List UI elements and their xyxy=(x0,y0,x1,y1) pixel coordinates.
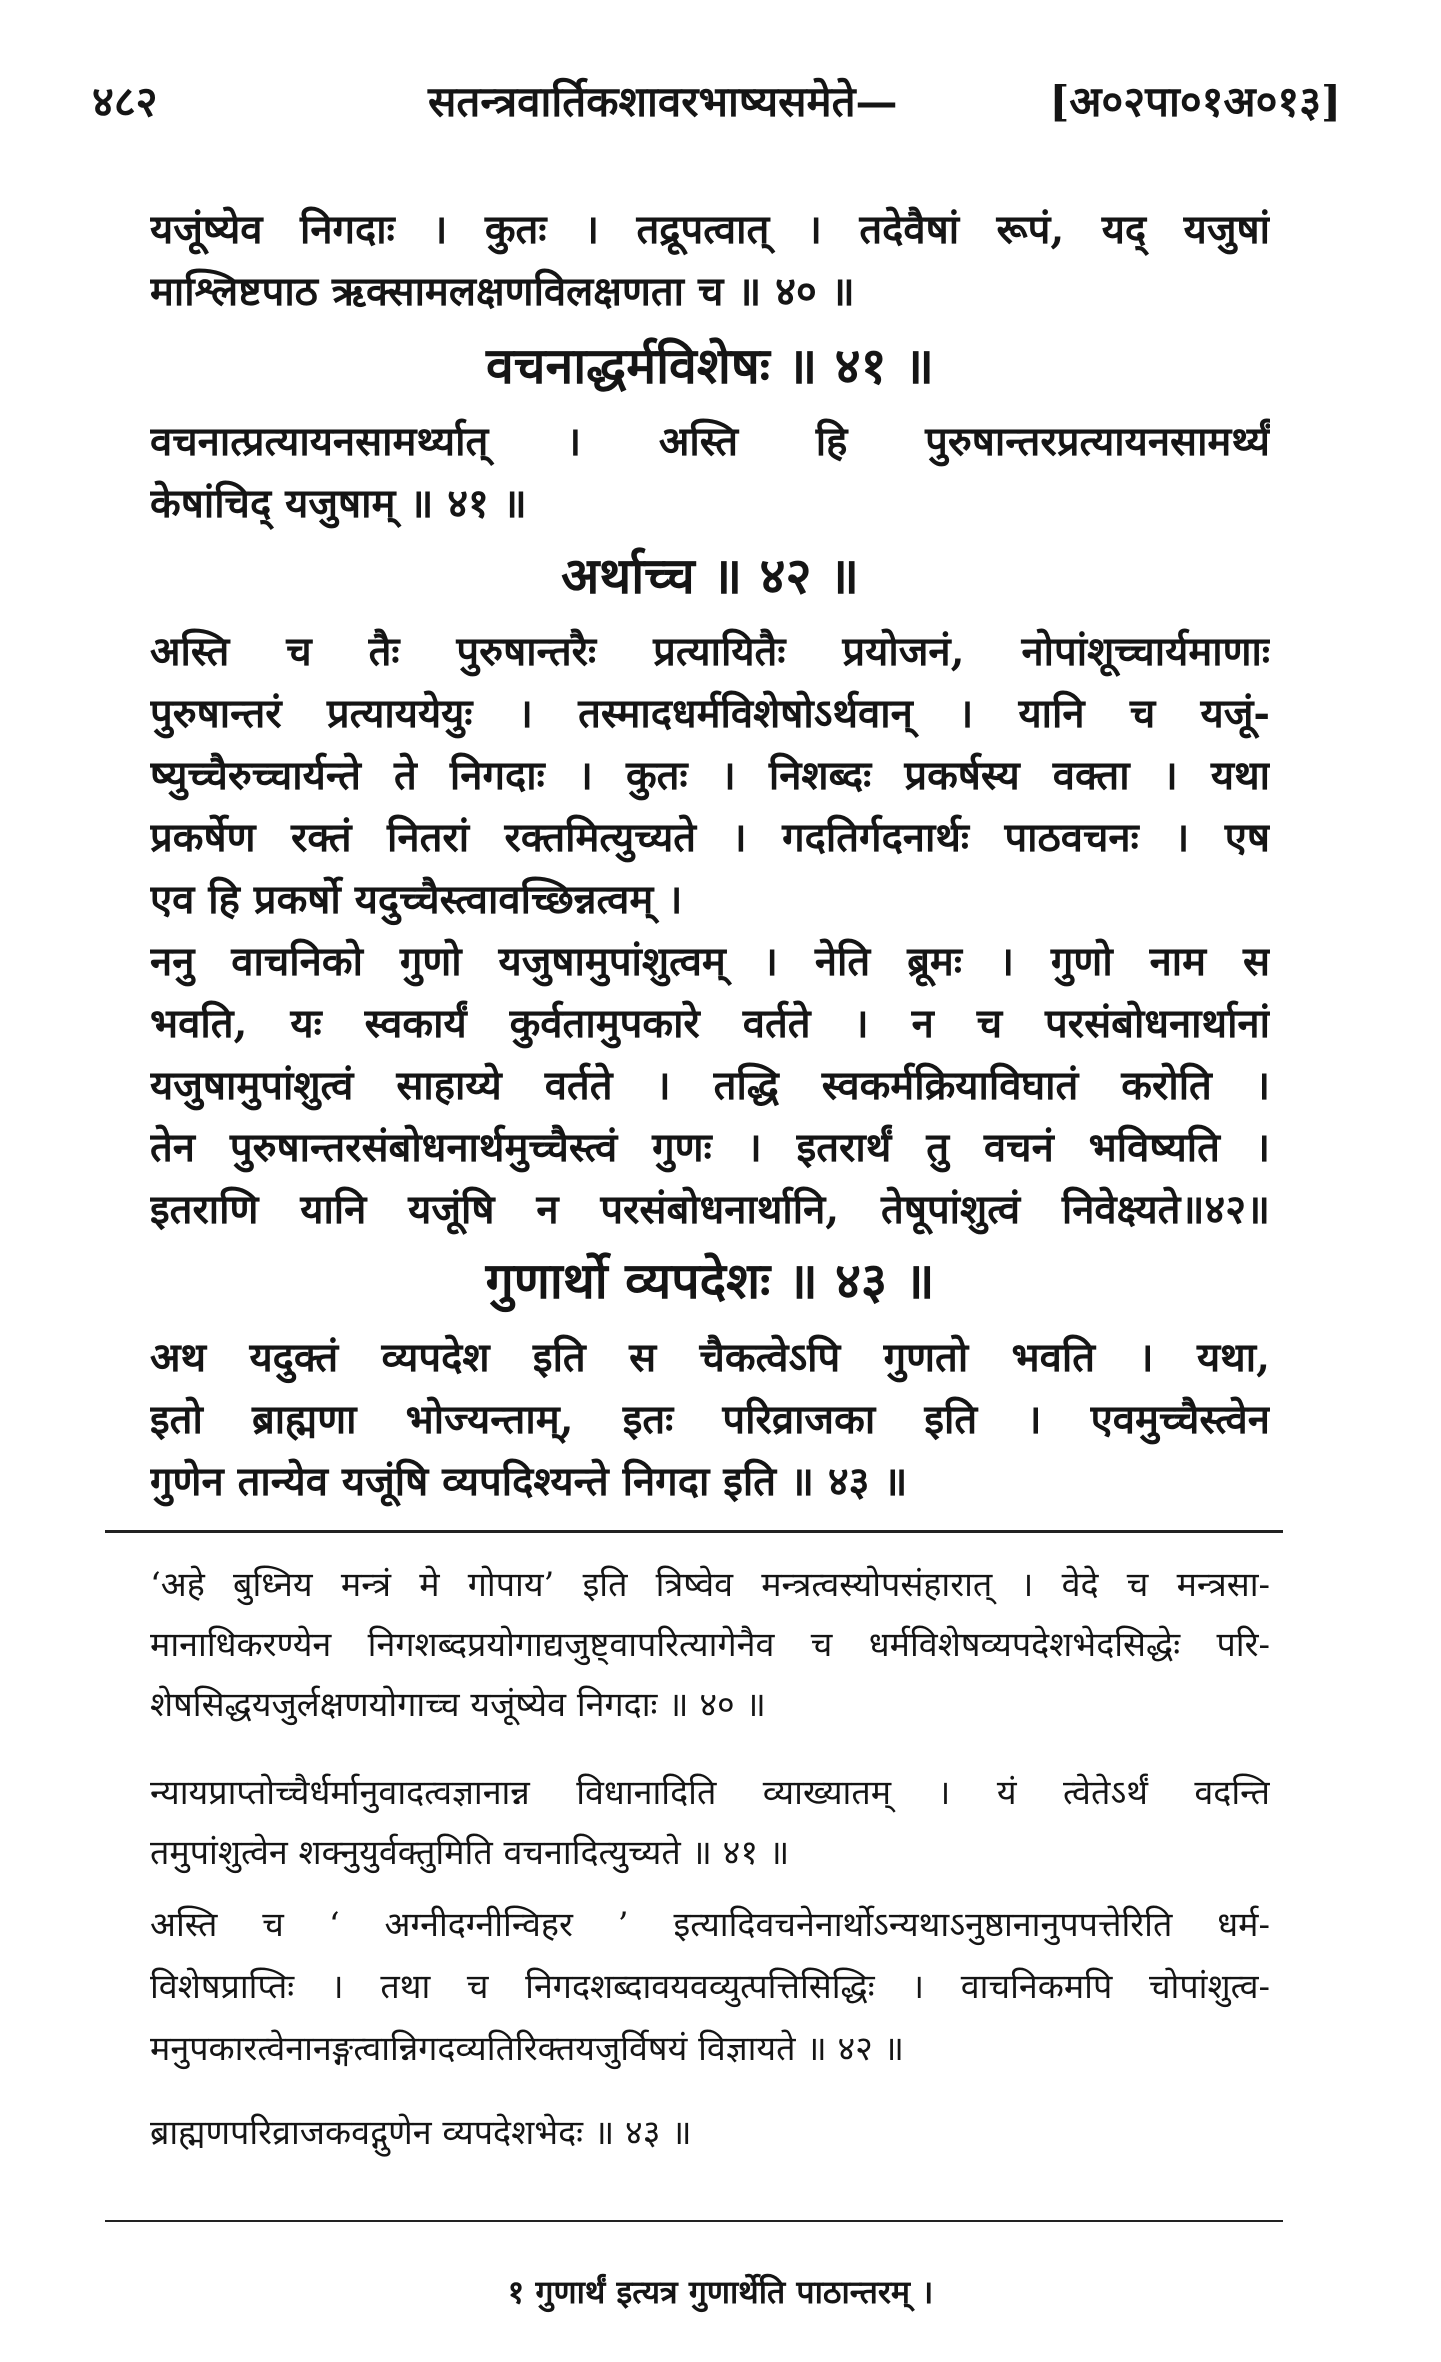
sutra-heading: अर्थाच्च ॥ ४२ ॥ xyxy=(561,546,859,605)
page-number: ४८२ xyxy=(92,77,158,126)
footnote-divider xyxy=(105,2220,1283,2222)
commentary-line: भवति, यः स्वकार्यं कुर्वतामुपकारे वर्तते । न च परसंबोधनार्थानां xyxy=(150,1000,1270,1047)
note-line: विशेषप्राप्तिः । तथा च निगदशब्दावयवव्युत्पत्तिसिद्धिः । वाचनिकमपि चोपांशुत्व- xyxy=(150,1967,1270,2007)
commentary-line: इतो ब्राह्मणा भोज्यन्ताम्, इतः परिव्राजका इति । एवमुच्चैस्त्वेन xyxy=(150,1396,1270,1443)
note-line: ब्राह्मणपरिव्राजकवद्गुणेन व्यपदेशभेदः ॥ ४३ ॥ xyxy=(150,2113,692,2153)
commentary-line: अस्ति च तैः पुरुषान्तरैः प्रत्यायितैः प्रयोजनं, नोपांशूच्चार्यमाणाः xyxy=(150,628,1270,675)
sutra-heading: गुणार्थो व्यपदेशः ॥ ४३ ॥ xyxy=(485,1251,935,1310)
commentary-line: ननु वाचनिको गुणो यजुषामुपांशुत्वम् । नेति ब्रूमः । गुणो नाम स xyxy=(150,938,1270,985)
commentary-line: इतराणि यानि यजूंषि न परसंबोधनार्थानि, तेषूपांशुत्वं निवेक्ष्यते॥४२॥ xyxy=(150,1186,1270,1233)
note-line: शेषसिद्धयजुर्लक्षणयोगाच्च यजूंष्येव निगदाः ॥ ४० ॥ xyxy=(150,1685,766,1725)
commentary-line: ष्युच्चैरुच्चार्यन्ते ते निगदाः । कुतः । निशब्दः प्रकर्षस्य वक्ता । यथा xyxy=(150,752,1270,799)
note-line: न्यायप्राप्तोच्चैर्धर्मानुवादत्वज्ञानान्न विधानादिति व्याख्यातम् । यं त्वेतेऽर्थं वदन्ति xyxy=(150,1773,1270,1813)
commentary-line: तेन पुरुषान्तरसंबोधनार्थमुच्चैस्त्वं गुणः । इतरार्थं तु वचनं भविष्यति । xyxy=(150,1124,1270,1171)
footnote: १ गुणार्थं इत्यत्र गुणार्थेति पाठान्तरम् । xyxy=(507,2273,934,2311)
note-line: तमुपांशुत्वेन शक्नुयुर्वक्तुमिति वचनादित्युच्यते ॥ ४१ ॥ xyxy=(150,1833,790,1873)
note-line: अस्ति च ‘ अग्नीदग्नीन्विहर ’ इत्यादिवचनेनार्थोऽन्यथाऽनुष्ठानानुपपत्तेरिति धर्म- xyxy=(150,1905,1270,1945)
commentary-line: वचनात्प्रत्यायनसामर्थ्यात् । अस्ति हि पुरुषान्तरप्रत्यायनसामर्थ्यं xyxy=(150,418,1270,465)
running-header xyxy=(92,60,1341,130)
note-line: मनुपकारत्वेनानङ्गत्वान्निगदव्यतिरिक्तयजुर्विषयं विज्ञायते ॥ ४२ ॥ xyxy=(150,2029,905,2069)
commentary-line: केषांचिद् यजुषाम् ॥ ४१ ॥ xyxy=(150,480,527,527)
sutra-heading: वचनाद्धर्मविशेषः ॥ ४१ ॥ xyxy=(486,336,934,395)
running-title: सतन्त्रवार्तिकशावरभाष्यसमेते— xyxy=(428,77,898,126)
note-line: मानाधिकरण्येन निगशब्दप्रयोगाद्यजुष्ट्वापरित्यागेनैव च धर्मविशेषव्यपदेशभेदसिद्धेः परि- xyxy=(150,1625,1270,1665)
commentary-line: एव हि प्रकर्षो यदुच्चैस्त्वावच्छिन्नत्वम् । xyxy=(150,876,683,923)
commentary-line: पुरुषान्तरं प्रत्याययेयुः । तस्मादधर्मविशेषोऽर्थवान् । यानि च यजूं- xyxy=(150,690,1270,737)
section-divider xyxy=(105,1530,1283,1533)
commentary-line: यजूंष्येव निगदाः । कुतः । तद्रूपत्वात् । तदेवैषां रूपं, यद् यजुषां xyxy=(150,206,1270,253)
commentary-line: यजुषामुपांशुत्वं साहाय्ये वर्तते । तद्धि स्वकर्मक्रियाविघातं करोति । xyxy=(150,1062,1270,1109)
note-line: ‘अहे बुध्निय मन्त्रं मे गोपाय’ इति त्रिष्वेव मन्त्रत्वस्योपसंहारात् । वेदे च मन्त्रसा- xyxy=(150,1565,1270,1605)
section-reference: [अ०२पा०१अ०१३] xyxy=(1049,77,1341,126)
commentary-line: गुणेन तान्येव यजूंषि व्यपदिश्यन्ते निगदा इति ॥ ४३ ॥ xyxy=(150,1458,908,1505)
commentary-line: माश्लिष्टपाठ ऋक्सामलक्षणविलक्षणता च ॥ ४० ॥ xyxy=(150,268,855,315)
commentary-line: अथ यदुक्तं व्यपदेश इति स चैकत्वेऽपि गुणतो भवति । यथा, xyxy=(150,1334,1270,1381)
commentary-line: प्रकर्षेण रक्तं नितरां रक्तमित्युच्यते । गदतिर्गदनार्थः पाठवचनः । एष xyxy=(150,814,1270,861)
